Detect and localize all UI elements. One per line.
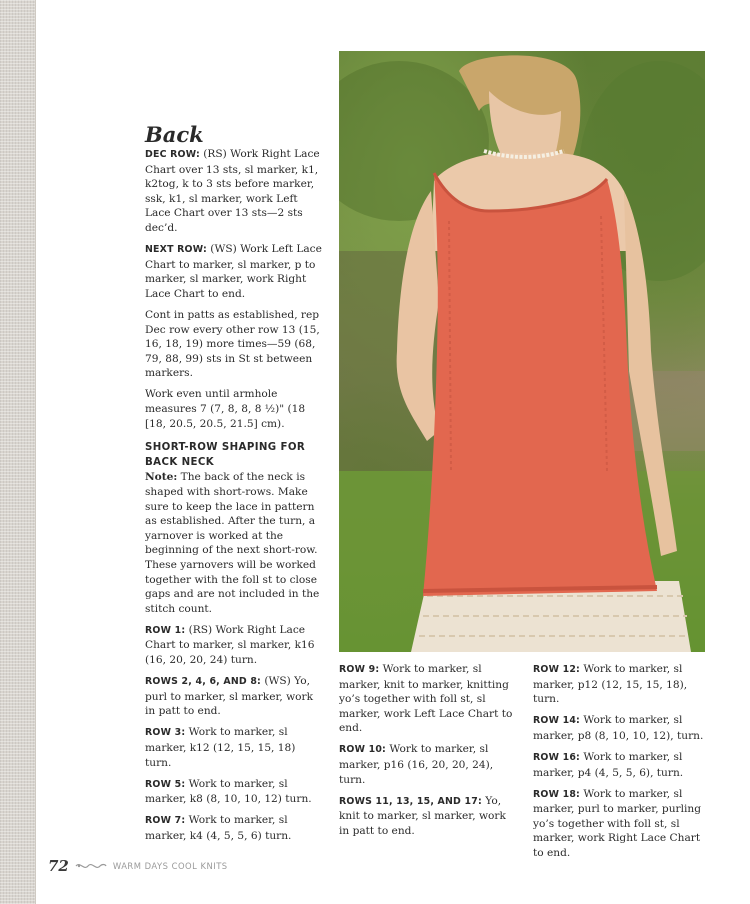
row-text: Work to marker, sl marker, k8 (8, 10, 10, 12) turn. (145, 777, 312, 806)
row-label: ROWS 11, 13, 15, AND 17: (339, 795, 482, 807)
row-instruction (339, 662, 519, 736)
row-text: (WS) Work Left Lace Chart to marker, sl marker, p to marker, sl marker, work Right Lace Chart to end. (145, 243, 322, 300)
swirl-ornament-icon (75, 861, 107, 871)
paragraph-text: Work even until armhole measures 7 (7, 8, 8, 8 ½)" (18 [18, 20.5, 20.5, 21.5] cm). (145, 388, 306, 430)
row-label: ROWS 2, 4, 6, AND 8: (145, 676, 262, 688)
row-label: ROW 12: (533, 664, 580, 675)
row-instruction (145, 813, 323, 843)
paragraph-dec-row (145, 147, 323, 236)
row-text: Work to marker, sl marker, k12 (12, 15, 15, 18) turn. (145, 726, 296, 769)
row-text: Work to marker, sl marker, p4 (4, 5, 5, 6), turn. (533, 750, 684, 779)
row-text: Work to marker, sl marker, p16 (16, 20, 20, 24), turn. (339, 743, 494, 786)
binding-spine (0, 0, 36, 904)
page-footer (48, 858, 228, 874)
right-text-column (533, 662, 711, 867)
row-label: ROW 9: (339, 664, 380, 675)
left-rows (145, 623, 323, 844)
row-label: ROW 16: (533, 751, 580, 763)
book-title: WARM DAYS COOL KNITS (112, 861, 228, 871)
row-instruction (339, 742, 519, 787)
row-text: (WS) Yo, purl to marker, sl marker, work in patt to end. (145, 675, 314, 718)
note-paragraph (145, 470, 323, 616)
left-paragraphs (145, 147, 323, 431)
row-label: ROW 7: (145, 815, 186, 827)
row-instruction (533, 713, 711, 743)
row-label: ROW 3: (145, 727, 186, 739)
row-text: Work to marker, sl marker, p12 (12, 15, 15, 18), turn. (533, 663, 688, 706)
row-label: DEC ROW: (145, 149, 200, 160)
note-label: Note: (145, 471, 178, 484)
row-instruction (145, 623, 323, 668)
note-text: The back of the neck is shaped with short-rows. Make sure to keep the lace in pattern as established. After the turn, a yarnover is worked at the beginning of the next short-row. These yarnovers will be worked together with the foll st to close gaps and are not included in the stitch count. (145, 471, 320, 615)
short-row-heading: SHORT-ROW SHAPING FOR BACK NECK (145, 442, 306, 468)
row-instruction (533, 662, 711, 707)
row-instruction (145, 674, 323, 719)
row-text: (RS) Work Right Lace Chart over 13 sts, sl marker, k1, k2tog, k to 3 sts before marker, ssk, k1, sl marker, work Left Lace Chart over 13 sts—2 sts dec’d. (145, 148, 320, 234)
row-instruction (145, 725, 323, 770)
row-text: Work to marker, sl marker, p8 (8, 10, 10, 12), turn. (533, 714, 704, 742)
photo-illustration (339, 51, 705, 652)
paragraph-work-even (145, 387, 323, 431)
paragraph-text: Cont in patts as established, rep Dec row every other row 13 (15, 16, 18, 19) more times—59 (68, 79, 88, 99) sts in St st between markers. (145, 308, 320, 380)
paragraph-next-row (145, 242, 323, 301)
row-text: Work to marker, sl marker, k4 (4, 5, 5, 6) turn. (145, 814, 292, 842)
row-text: (RS) Work Right Lace Chart to marker, sl marker, k16 (16, 20, 20, 24) turn. (145, 623, 315, 666)
row-instruction (339, 794, 519, 839)
page-number: 72 (48, 857, 69, 875)
row-text: Yo, knit to marker, sl marker, work in patt to end. (339, 794, 506, 837)
row-label: ROW 14: (533, 715, 580, 727)
row-label: ROW 5: (145, 778, 186, 790)
row-label: ROW 18: (533, 788, 580, 800)
row-instruction (145, 777, 323, 807)
row-label: ROW 1: (145, 624, 186, 636)
middle-text-column (339, 662, 519, 845)
row-label: ROW 10: (339, 744, 386, 756)
section-title: Back (145, 122, 204, 147)
paragraph-cont (145, 308, 323, 381)
left-text-column (145, 124, 323, 850)
row-text: Work to marker, sl marker, knit to marker, knitting yo’s together with foll st, sl marker, work Left Lace Chart to end. (339, 663, 513, 735)
row-instruction (533, 750, 711, 780)
row-label: NEXT ROW: (145, 244, 207, 256)
garment-photo (339, 51, 705, 652)
row-instruction (533, 787, 711, 861)
row-text: Work to marker, sl marker, purl to marker, purling yo’s together with foll st, sl marker, work Right Lace Chart to end. (533, 787, 701, 860)
